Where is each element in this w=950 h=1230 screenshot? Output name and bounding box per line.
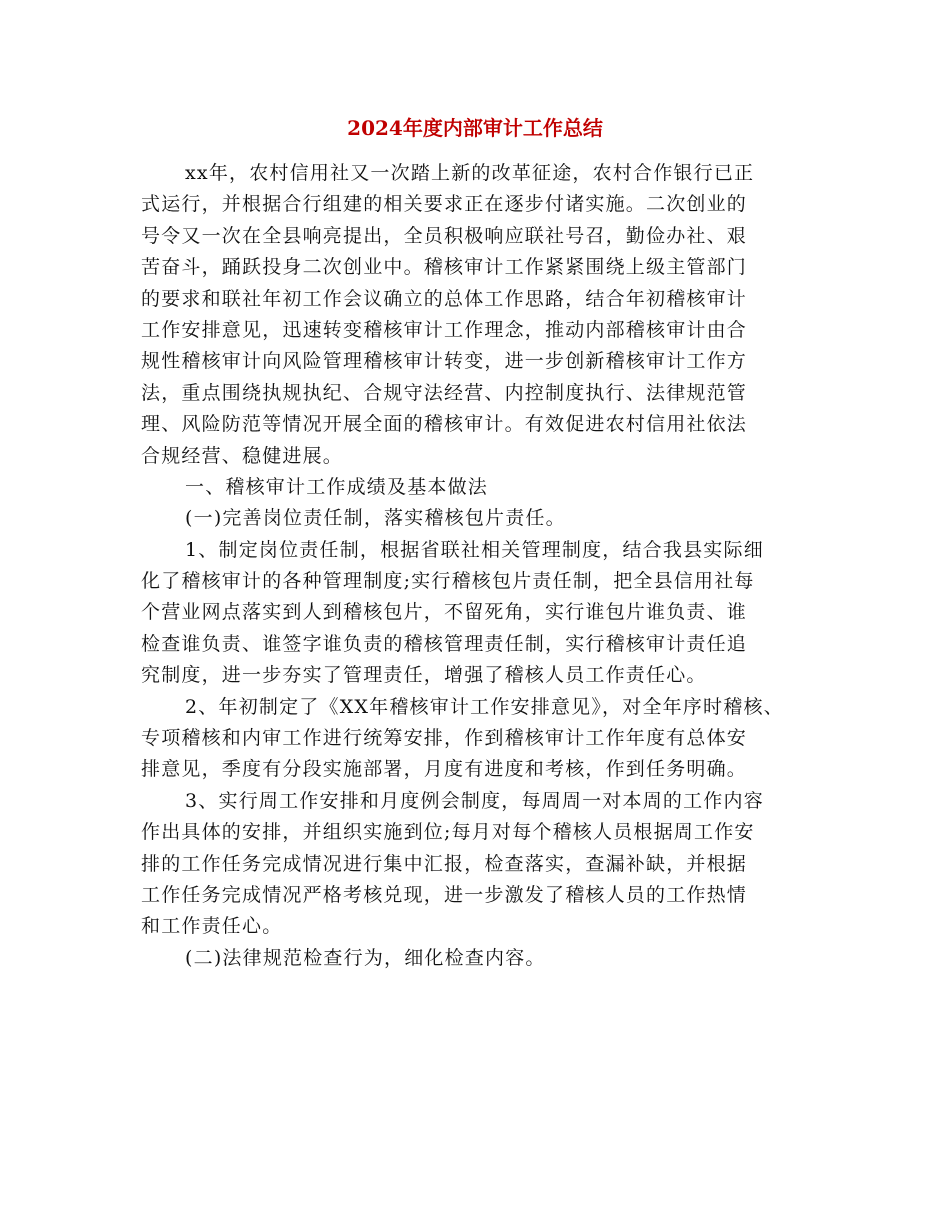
text-line: 1、制定岗位责任制，根据省联社相关管理制度，结合我县实际细 <box>185 538 764 561</box>
text-line: 2、年初制定了《XX年稽核审计工作安排意见》，对全年序时稽核、 <box>185 695 784 718</box>
text-line: 法，重点围绕执规执纪、合规守法经营、内控制度执行、法律规范管 <box>141 381 748 404</box>
text-line: 的要求和联社年初工作会议确立的总体工作思路，结合年初稽核审计 <box>141 287 748 310</box>
text-line: 合规经营、稳健进展。 <box>141 444 344 467</box>
document-body <box>141 158 821 974</box>
text-line: 个营业网点落实到人到稽核包片，不留死角，实行谁包片谁负责、谁 <box>141 601 748 624</box>
text-line: (一)完善岗位责任制，落实稽核包片责任。 <box>185 507 566 530</box>
text-line: 理、风险防范等情况开展全面的稽核审计。有效促进农村信用社依法 <box>141 413 748 436</box>
text-line: 式运行，并根据合行组建的相关要求正在逐步付诸实施。二次创业的 <box>141 193 748 216</box>
text-line: 工作任务完成情况严格考核兑现，进一步激发了稽核人员的工作热情 <box>141 883 748 906</box>
text-line: 专项稽核和内审工作进行统筹安排，作到稽核审计工作年度有总体安 <box>141 727 748 750</box>
text-line: 苦奋斗，踊跃投身二次创业中。稽核审计工作紧紧围绕上级主管部门 <box>141 256 748 279</box>
text-line: 究制度，进一步夯实了管理责任，增强了稽核人员工作责任心。 <box>141 664 707 687</box>
text-line: 一、稽核审计工作成绩及基本做法 <box>185 475 489 498</box>
text-line: 排的工作任务完成情况进行集中汇报，检查落实，查漏补缺，并根据 <box>141 852 748 875</box>
text-line: 3、实行周工作安排和月度例会制度，每周周一对本周的工作内容 <box>185 789 764 812</box>
text-line: 排意见，季度有分段实施部署，月度有进度和考核，作到任务明确。 <box>141 758 748 781</box>
text-line: 号令又一次在全县响亮提出，全员积极响应联社号召，勤俭办社、艰 <box>141 224 748 247</box>
text-line: 和工作责任心。 <box>141 915 283 938</box>
text-line: 化了稽核审计的各种管理制度;实行稽核包片责任制，把全县信用社每 <box>141 570 755 593</box>
text-line: 工作安排意见，迅速转变稽核审计工作理念，推动内部稽核审计由合 <box>141 318 748 341</box>
text-line: 作出具体的安排，并组织实施到位;每月对每个稽核人员根据周工作安 <box>141 821 755 844</box>
text-line: 检查谁负责、谁签字谁负责的稽核管理责任制，实行稽核审计责任追 <box>141 632 748 655</box>
text-line: 规性稽核审计向风险管理稽核审计转变，进一步创新稽核审计工作方 <box>141 350 748 373</box>
text-line: (二)法律规范检查行为，细化检查内容。 <box>185 946 546 969</box>
text-line: xx年，农村信用社又一次踏上新的改革征途，农村合作银行已正 <box>185 162 755 184</box>
document-title: 2024年度内部审计工作总结 <box>347 116 603 140</box>
